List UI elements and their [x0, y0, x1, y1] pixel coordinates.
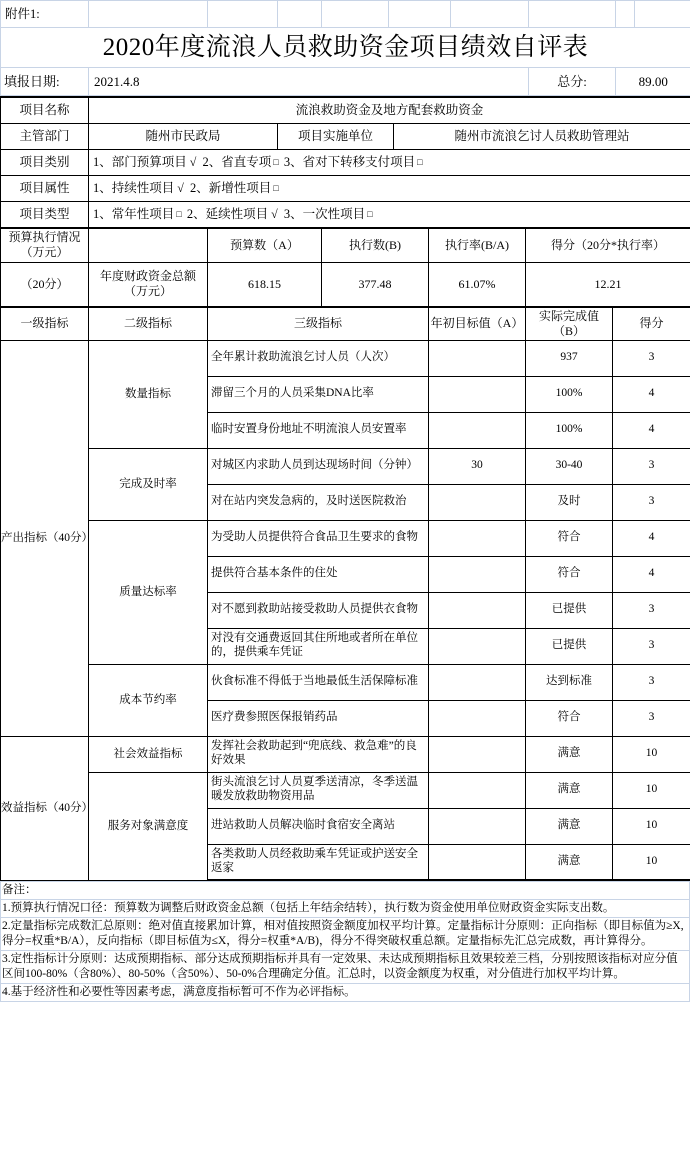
blank-cell	[278, 1, 322, 28]
target-value	[429, 376, 526, 412]
level3-indicator: 为受助人员提供符合食品卫生要求的食物	[208, 520, 429, 556]
target-value	[429, 592, 526, 628]
indicator-row	[1, 664, 690, 700]
title-row	[1, 28, 690, 68]
budget-col-header-b: 执行数(B)	[322, 228, 429, 262]
actual-value: 已提供	[526, 592, 613, 628]
indicator-score: 3	[613, 592, 690, 628]
level3-indicator: 进站救助人员解决临时食宿安全离站	[208, 808, 429, 844]
target-value	[429, 484, 526, 520]
header-level3: 三级指标	[208, 307, 429, 340]
blank-cell	[451, 1, 529, 28]
actual-value: 已提供	[526, 628, 613, 664]
indicator-row	[1, 448, 690, 484]
project-category-options[interactable]	[89, 149, 690, 175]
level3-indicator: 发挥社会救助起到“兜底线、救急难”的良好效果	[208, 736, 429, 772]
checkmark-icon[interactable]: √	[271, 206, 278, 221]
level3-indicator: 对不愿到救助站接受救助人员提供衣食物	[208, 592, 429, 628]
option-label: 1、部门预算项目	[93, 154, 187, 169]
level2-indicator: 完成及时率	[89, 448, 208, 520]
notes-title: 备注：	[1, 882, 690, 900]
target-value	[429, 412, 526, 448]
indicator-score: 10	[613, 844, 690, 880]
budget-blank-cell	[89, 228, 208, 262]
empty-checkbox-icon[interactable]: □	[417, 156, 423, 167]
indicator-score: 10	[613, 808, 690, 844]
indicator-row	[1, 736, 690, 772]
actual-value: 符合	[526, 556, 613, 592]
actual-value: 100%	[526, 412, 613, 448]
blank-cell	[89, 1, 208, 28]
report-date-value: 2021.4.8	[89, 68, 529, 96]
project-attribute-label: 项目属性	[1, 175, 89, 201]
budget-execution-table	[0, 228, 690, 307]
note-row	[1, 983, 690, 1001]
target-value	[429, 664, 526, 700]
target-value	[429, 700, 526, 736]
notes-title-row	[1, 882, 690, 900]
level3-indicator: 对城区内求助人员到达现场时间（分钟）	[208, 448, 429, 484]
actual-value: 及时	[526, 484, 613, 520]
level1-indicator: 效益指标（40分）	[1, 736, 89, 880]
indicator-score: 3	[613, 628, 690, 664]
indicator-score: 4	[613, 412, 690, 448]
budget-amount-value: 618.15	[208, 262, 322, 306]
option-label: 3、省对下转移支付项目	[283, 154, 416, 169]
indicator-score: 3	[613, 664, 690, 700]
indicator-row	[1, 520, 690, 556]
checkmark-icon[interactable]: √	[189, 154, 197, 169]
executed-amount-value: 377.48	[322, 262, 429, 306]
target-value	[429, 736, 526, 772]
level3-indicator: 全年累计救助流浪乞讨人员（人次）	[208, 340, 429, 376]
supervising-dept-value: 随州市民政局	[89, 123, 278, 149]
header-score: 得分	[613, 307, 690, 340]
note-text: 1.预算执行情况口径：预算数为调整后财政资金总额（包括上年结余结转），执行数为资金使用单位财政资金实际支出数。	[1, 899, 690, 917]
actual-value: 符合	[526, 520, 613, 556]
blank-cell	[389, 1, 451, 28]
blank-cell	[616, 1, 635, 28]
note-row	[1, 899, 690, 917]
note-text: 4.基于经济性和必要性等因素考虑，满意度指标暂可不作为必评指标。	[1, 983, 690, 1001]
report-date-label: 填报日期:	[1, 68, 89, 96]
actual-value: 满意	[526, 844, 613, 880]
target-value	[429, 520, 526, 556]
budget-value-row	[1, 262, 690, 306]
indicator-score: 10	[613, 772, 690, 808]
project-info-table	[0, 96, 690, 228]
budget-section-label: 预算执行情况（万元）	[1, 228, 89, 262]
level3-indicator: 对没有交通费返回其住所地或者所在单位的，提供乘车凭证	[208, 628, 429, 664]
option-label: 2、新增性项目	[189, 180, 272, 195]
attachment-row	[1, 1, 690, 28]
supervising-dept-label: 主管部门	[1, 123, 89, 149]
implementing-unit-label: 项目实施单位	[278, 123, 394, 149]
level3-indicator: 提供符合基本条件的住处	[208, 556, 429, 592]
header-target-value: 年初目标值（A）	[429, 307, 526, 340]
indicator-score: 4	[613, 520, 690, 556]
option-label: 1、持续性项目	[93, 180, 175, 195]
budget-header-row	[1, 228, 690, 262]
project-attribute-options[interactable]	[89, 175, 690, 201]
project-type-label: 项目类型	[1, 201, 89, 227]
note-text: 3.定性指标计分原则：达成预期指标、部分达成预期指标并具有一定效果、未达成预期指标且效果较差三档，分别按照该指标对应分值区间100-80%（含80%）、80-50%（含50%）、50-0%合理确定分值。汇总时，以资金额度为权重，对分值进行加权平均计算。	[1, 950, 690, 983]
project-category-row	[1, 149, 690, 175]
level3-indicator: 医疗费参照医保报销药品	[208, 700, 429, 736]
level2-indicator: 成本节约率	[89, 664, 208, 736]
budget-col-header-a: 预算数（A）	[208, 228, 322, 262]
blank-cell	[208, 1, 278, 28]
budget-score-value: 12.21	[526, 262, 690, 306]
indicator-score: 4	[613, 376, 690, 412]
page-title: 2020年度流浪人员救助资金项目绩效自评表	[1, 28, 690, 68]
target-value	[429, 808, 526, 844]
implementing-unit-value: 随州市流浪乞讨人员救助管理站	[394, 123, 690, 149]
note-row	[1, 950, 690, 983]
budget-col-header-rate: 执行率(B/A)	[429, 228, 526, 262]
level3-indicator: 伙食标准不得低于当地最低生活保障标准	[208, 664, 429, 700]
project-category-label: 项目类别	[1, 149, 89, 175]
header-level2: 二级指标	[89, 307, 208, 340]
actual-value: 符合	[526, 700, 613, 736]
target-value	[429, 844, 526, 880]
note-row	[1, 917, 690, 950]
level2-indicator: 社会效益指标	[89, 736, 208, 772]
blank-cell	[322, 1, 389, 28]
target-value	[429, 556, 526, 592]
indicator-score: 10	[613, 736, 690, 772]
empty-checkbox-icon[interactable]: □	[367, 208, 373, 219]
actual-value: 满意	[526, 772, 613, 808]
indicator-score: 3	[613, 448, 690, 484]
target-value	[429, 628, 526, 664]
indicator-table	[0, 307, 690, 882]
target-value	[429, 772, 526, 808]
level3-indicator: 临时安置身份地址不明流浪人员安置率	[208, 412, 429, 448]
option-label: 2、省直专项	[202, 154, 272, 169]
blank-cell	[635, 1, 690, 28]
execution-rate-value: 61.07%	[429, 262, 526, 306]
option-label: 2、延续性项目	[186, 206, 269, 221]
project-name-value: 流浪救助资金及地方配套救助资金	[89, 97, 690, 123]
header-actual-value: 实际完成值（B）	[526, 307, 613, 340]
option-label: 1、常年性项目	[93, 206, 175, 221]
target-value: 30	[429, 448, 526, 484]
project-name-label: 项目名称	[1, 97, 89, 123]
note-text: 2.定量指标完成数汇总原则：绝对值直接累加计算，相对值按照资金额度加权平均计算。定量指标计分原则：正向指标（即目标值为≥X,得分=权重*B/A），反向指标（即目标值为≤X，得分=权重*A/B)，得分不得突破权重总额。定量指标先汇总完成数，再计算得分。	[1, 917, 690, 950]
empty-checkbox-icon[interactable]: □	[273, 156, 279, 167]
indicator-row	[1, 772, 690, 808]
level2-indicator: 数量指标	[89, 340, 208, 448]
project-name-row	[1, 97, 690, 123]
target-value	[429, 340, 526, 376]
dept-row	[1, 123, 690, 149]
budget-section-score-weight: （20分）	[1, 262, 89, 306]
total-score-label: 总分:	[529, 68, 616, 96]
indicator-score: 4	[613, 556, 690, 592]
actual-value: 100%	[526, 376, 613, 412]
budget-item-label: 年度财政资金总额（万元）	[89, 262, 208, 306]
attachment-label: 附件1:	[1, 1, 89, 28]
empty-checkbox-icon[interactable]: □	[273, 182, 279, 193]
document-header-table	[0, 0, 690, 96]
level3-indicator: 街头流浪乞讨人员夏季送清凉，冬季送温暖发放救助物资用品	[208, 772, 429, 808]
project-type-row	[1, 201, 690, 227]
budget-col-header-score: 得分（20分*执行率）	[526, 228, 690, 262]
level1-indicator: 产出指标（40分）	[1, 340, 89, 736]
report-date-row	[1, 68, 690, 96]
indicator-score: 3	[613, 340, 690, 376]
level2-indicator: 质量达标率	[89, 520, 208, 664]
indicator-header-row	[1, 307, 690, 340]
actual-value: 达到标准	[526, 664, 613, 700]
header-level1: 一级指标	[1, 307, 89, 340]
actual-value: 30-40	[526, 448, 613, 484]
notes-table	[0, 881, 690, 1002]
indicator-score: 3	[613, 484, 690, 520]
project-attribute-row	[1, 175, 690, 201]
level3-indicator: 各类救助人员经救助乘车凭证或护送安全返家	[208, 844, 429, 880]
project-type-options[interactable]	[89, 201, 690, 227]
actual-value: 937	[526, 340, 613, 376]
checkmark-icon[interactable]: √	[177, 180, 184, 195]
level2-indicator: 服务对象满意度	[89, 772, 208, 880]
level3-indicator: 滞留三个月的人员采集DNA比率	[208, 376, 429, 412]
indicator-score: 3	[613, 700, 690, 736]
indicator-row	[1, 340, 690, 376]
actual-value: 满意	[526, 736, 613, 772]
level3-indicator: 对在站内突发急病的，及时送医院救治	[208, 484, 429, 520]
blank-cell	[529, 1, 616, 28]
total-score-value: 89.00	[616, 68, 690, 96]
empty-checkbox-icon[interactable]: □	[176, 208, 182, 219]
actual-value: 满意	[526, 808, 613, 844]
option-label: 3、一次性项目	[283, 206, 366, 221]
